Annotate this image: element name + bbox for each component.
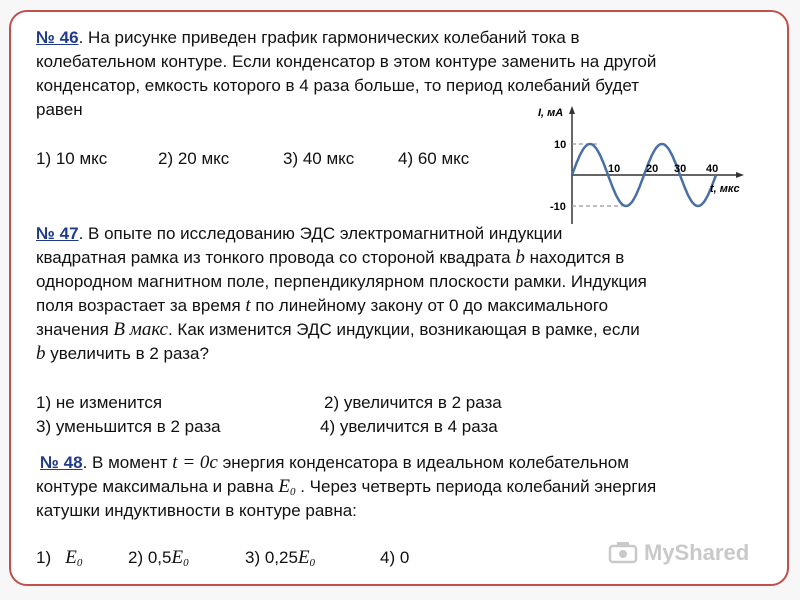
q48-var-e: E	[278, 476, 290, 497]
q47-line2-text-b: находится в	[524, 248, 625, 267]
q47-var-b: b	[515, 247, 525, 268]
q47-option-1: 1) не изменится	[36, 393, 163, 412]
x-tick-30: 30	[674, 163, 687, 175]
watermark-text: MyShared	[644, 540, 750, 565]
q48-sub-0: 0	[289, 486, 296, 498]
q47-line2	[36, 246, 624, 269]
q47-var-bmax: B макс	[113, 319, 168, 340]
y-tick-minus10: -10	[550, 201, 566, 213]
q48-number: № 48	[40, 453, 83, 472]
x-tick-20: 20	[646, 163, 659, 175]
q46-option-1: 1) 10 мкс	[36, 149, 108, 168]
q46-line2: колебательном контуре. Если конденсатор в этом контуре заменить на другой	[36, 52, 657, 71]
q48-option-2-e: E	[171, 547, 184, 568]
q46-option-4: 4) 60 мкс	[398, 149, 470, 168]
q46-line1-text: . На рисунке приведен график гармонических колебаний тока в	[78, 28, 580, 47]
q48-option-3	[245, 546, 315, 575]
q47-line6-text: увеличить в 2 раза?	[45, 344, 209, 363]
q47-line6	[36, 342, 209, 365]
x-axis-arrow	[736, 172, 744, 178]
y-axis-arrow	[569, 106, 575, 114]
q47-line4-text-b: по линейному закону от 0 до максимального	[250, 296, 609, 315]
q47-option-4: 4) увеличится в 4 раза	[320, 417, 498, 436]
q48-option-3-e: E	[297, 547, 310, 568]
q48-line1-text-b: энергия конденсатора в идеальном колебательном	[217, 453, 629, 472]
q48-option-2-num: 2) 0,5	[128, 548, 172, 567]
projector-icon	[608, 540, 638, 566]
q47-line1	[36, 222, 562, 245]
q47-option-2: 2) увеличится в 2 раза	[324, 393, 502, 412]
q48-option-2-sub: 0	[183, 557, 189, 569]
q48-option-1-e: E	[65, 547, 77, 568]
q47-line1-text: . В опыте по исследованию ЭДС электромагнитной индукции	[78, 224, 563, 243]
q48-option-3-sub: 0	[309, 557, 316, 569]
q48-var-t0: t = 0c	[172, 452, 218, 473]
q46-option-3: 3) 40 мкс	[283, 149, 355, 168]
q48-line2-text-b: . Через четверть периода колебаний энергия	[295, 477, 657, 496]
x-axis-label: t, мкс	[710, 183, 740, 195]
q48-line2-text-a: контуре максимальна и равна	[36, 477, 279, 496]
q48-line3: катушки индуктивности в контуре равна:	[36, 501, 357, 520]
current-oscillation-graph	[530, 100, 770, 225]
q48-option-1-sub: 0	[76, 557, 83, 569]
q48-option-2	[128, 546, 189, 575]
q48-line1-text-a: . В момент	[82, 453, 173, 472]
q48-line1	[40, 451, 629, 474]
q47-var-t: t	[245, 295, 251, 316]
q46-option-2: 2) 20 мкс	[158, 149, 230, 168]
q47-line5-text-b: . Как изменится ЭДС индукции, возникающая в рамке, если	[167, 320, 640, 339]
q48-option-1	[36, 546, 82, 575]
q46-number: № 46	[36, 28, 79, 47]
q47-number: № 47	[36, 224, 79, 243]
q47-line3: однородном магнитном поле, перпендикулярном плоскости рамки. Индукция	[36, 272, 647, 291]
q47-line4	[36, 294, 608, 317]
q48-option-3-num: 3) 0,25	[245, 548, 298, 567]
q46-line4: равен	[36, 100, 83, 119]
q47-option-3: 3) уменьшится в 2 раза	[36, 417, 221, 436]
q47-line4-text-a: поля возрастает за время	[36, 296, 246, 315]
q48-option-1-num: 1)	[36, 548, 52, 567]
q47-line2-text-a: квадратная рамка из тонкого провода со стороной квадрата	[36, 248, 516, 267]
y-axis-label: I, мА	[538, 107, 564, 119]
x-tick-40: 40	[706, 163, 719, 175]
q46-line1	[36, 26, 580, 49]
q47-line5-text-a: значения	[36, 320, 114, 339]
q48-option-4: 4) 0	[380, 548, 410, 567]
x-tick-10: 10	[608, 163, 621, 175]
y-tick-10: 10	[554, 139, 567, 151]
q47-line5	[36, 318, 640, 341]
q46-line3: конденсатор, емкость которого в 4 раза больше, то период колебаний будет	[36, 76, 640, 95]
myshared-watermark	[608, 540, 749, 566]
q47-var-b-2: b	[36, 343, 46, 364]
